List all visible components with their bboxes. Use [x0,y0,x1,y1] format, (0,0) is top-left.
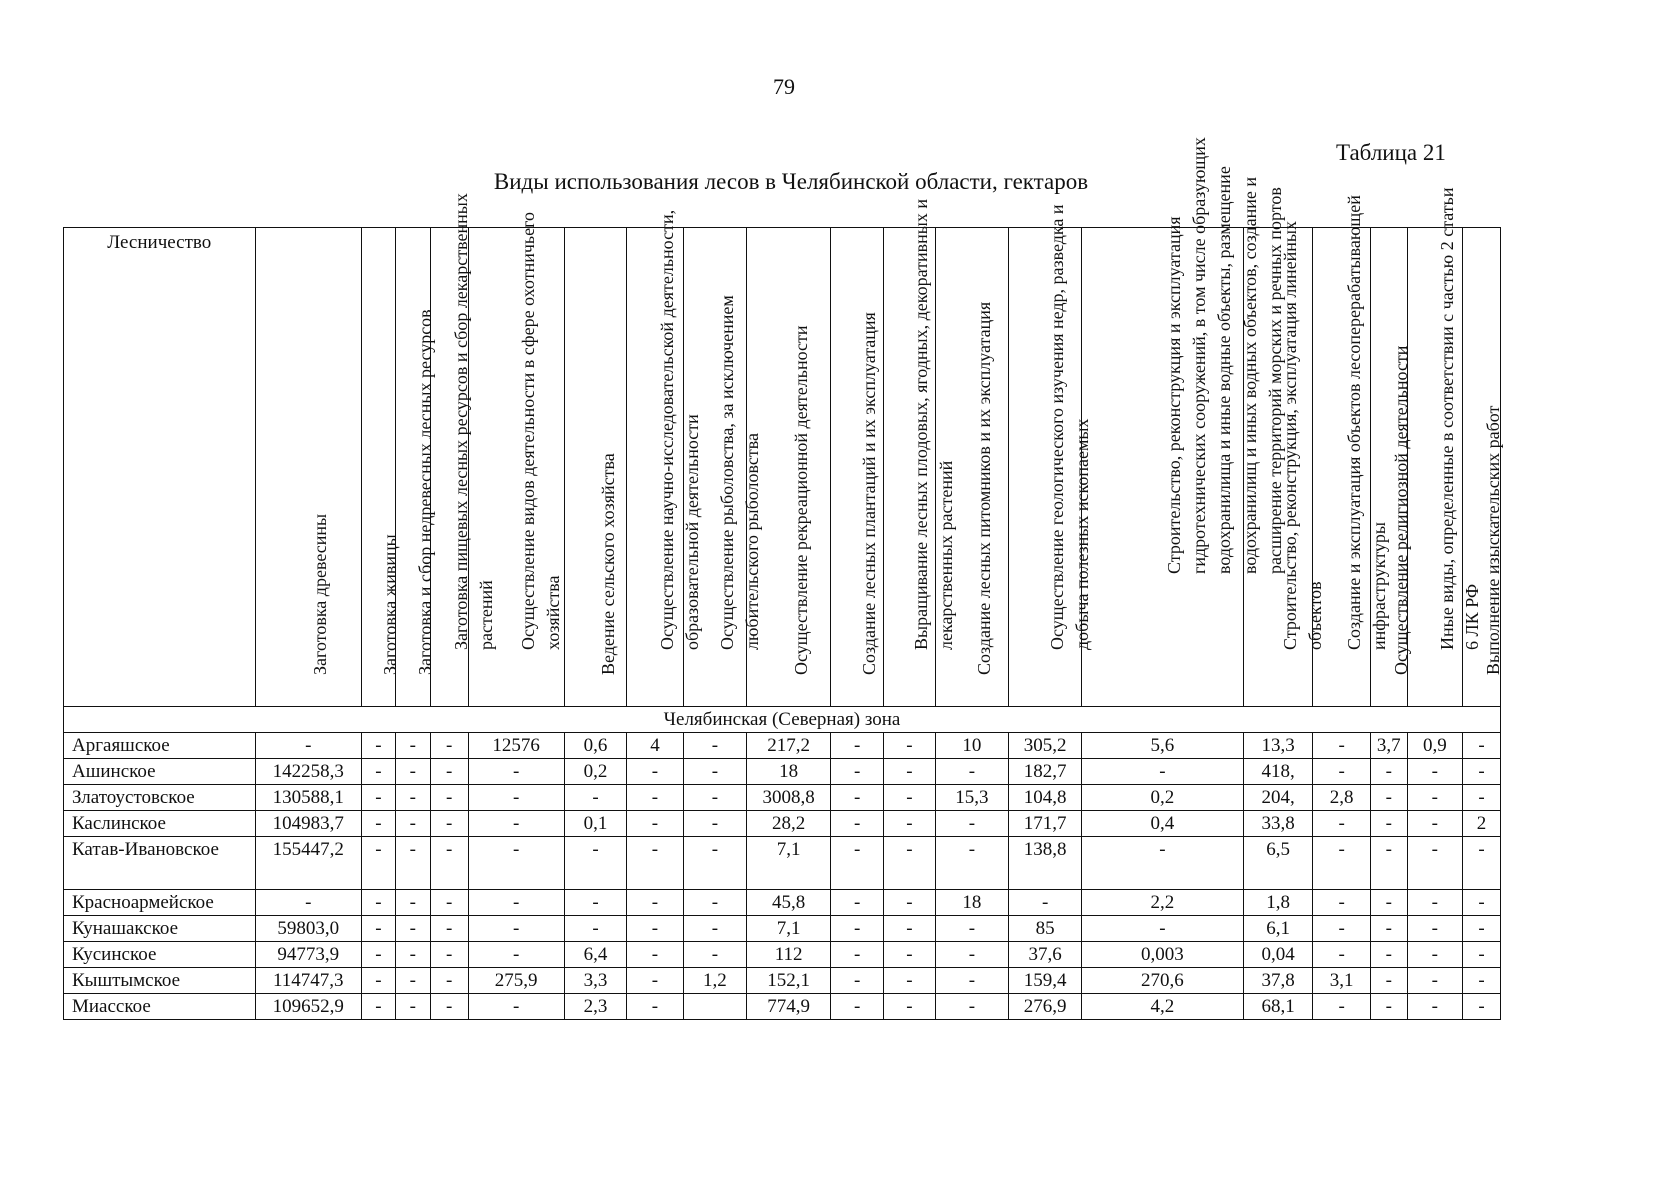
table-cell: - [1407,759,1462,785]
table-cell: - [627,916,683,942]
table-row [64,916,1501,942]
forestry-name-cell: Кунашакское [64,916,256,942]
column-header-text: Создание лесных плантаций и их эксплуатация [859,311,880,675]
table-cell: 15,3 [935,785,1009,811]
table-cell: - [395,942,430,968]
table-cell: - [564,916,626,942]
table-cell: 0,2 [1082,785,1244,811]
table-cell: - [831,733,884,759]
table-cell: - [362,837,396,890]
table-cell: - [564,785,626,811]
column-header [564,228,626,707]
table-cell: - [627,942,683,968]
table-cell: 0,003 [1082,942,1244,968]
forestry-name-cell: Каслинское [64,811,256,837]
table-cell: 112 [747,942,831,968]
table-cell: - [627,837,683,890]
table-cell: - [1313,942,1370,968]
table-cell: 171,7 [1009,811,1082,837]
table-cell: - [831,916,884,942]
table-cell: - [430,785,468,811]
table-cell: - [362,942,396,968]
table-cell: 3,1 [1313,968,1370,994]
column-header [255,228,362,707]
table-cell: 68,1 [1243,994,1313,1020]
table-cell: - [935,968,1009,994]
table-cell: 7,1 [747,916,831,942]
table-cell: 18 [747,759,831,785]
column-header-text: Создание лесных питомников и их эксплуатация [973,301,994,675]
table-cell: - [683,942,747,968]
column-header-forestry: Лесничество [64,228,256,707]
table-cell: - [831,968,884,994]
table-cell: - [627,759,683,785]
table-cell: - [627,994,683,1020]
table-cell: - [683,890,747,916]
column-header-text: Осуществление геологического изучения недр, разведка и добыча полезных ископаемых [1047,204,1093,650]
table-cell: - [1370,994,1407,1020]
table-cell: - [468,994,564,1020]
table-cell: - [395,811,430,837]
table-cell: 28,2 [747,811,831,837]
table-cell: 774,9 [747,994,831,1020]
table-cell: - [1462,942,1500,968]
table-cell: 18 [935,890,1009,916]
table-cell: - [1462,837,1500,890]
column-header-text: Заготовка живицы [380,534,401,675]
table-row [64,811,1501,837]
table-cell: - [395,759,430,785]
table-cell: 204, [1243,785,1313,811]
table-cell: 4 [627,733,683,759]
table-cell: 3008,8 [747,785,831,811]
table-cell: - [468,916,564,942]
table-cell: - [430,759,468,785]
column-header-text: Строительство, реконструкция и эксплуатация гидротехнических сооружений, в том числе образующих водохранилища и иные водные объекты, размещение водохранилищ и иных водных объектов, создание и расширение территорий морских и речных портов [1164,137,1286,575]
table-row [64,968,1501,994]
table-cell: - [468,942,564,968]
table-cell: 2,2 [1082,890,1244,916]
table-cell: - [362,890,396,916]
table-cell: 217,2 [747,733,831,759]
column-header [1370,228,1411,707]
table-cell: 10 [935,733,1009,759]
column-header [831,228,884,707]
column-header [430,192,497,707]
table-cell: 1,2 [683,968,747,994]
column-header-text: Создание и эксплуатация объектов лесоперерабатывающей инфраструктуры [1343,194,1389,650]
table-cell: - [1462,785,1500,811]
column-header [1313,194,1389,707]
column-header-text: Заготовка древесины [310,513,331,675]
table-cell: - [831,785,884,811]
table-row [64,890,1501,916]
table-cell: - [627,968,683,994]
table-cell: - [468,837,564,890]
table-cell: 4,2 [1082,994,1244,1020]
column-header-text: Строительство, реконструкция, эксплуатация линейных объектов [1280,220,1326,650]
table-cell: - [935,916,1009,942]
column-header [1009,204,1093,707]
table-cell: - [884,968,935,994]
table-row [64,733,1501,759]
table-cell: - [1407,916,1462,942]
table-cell: - [362,916,396,942]
table-cell: 0,6 [564,733,626,759]
forestry-name-cell: Аргаяшское [64,733,256,759]
column-header [362,228,401,707]
forestry-name-cell: Красноармейское [64,890,256,916]
table-cell: 33,8 [1243,811,1313,837]
table-cell: 37,8 [1243,968,1313,994]
column-header-text: Осуществление рыболовства, за исключением любительского рыболовства [716,294,763,650]
table-cell: 114747,3 [255,968,362,994]
table-cell: 85 [1009,916,1082,942]
table-cell: 12576 [468,733,564,759]
table-cell: 138,8 [1009,837,1082,890]
table-cell: - [430,916,468,942]
table-cell: - [1407,785,1462,811]
table-cell: - [1009,890,1082,916]
table-cell: - [362,785,396,811]
table-cell: - [935,942,1009,968]
table-cell: - [1370,811,1407,837]
zone-row [64,707,1501,733]
column-header-text: Осуществление рекреационной деятельности [790,325,811,675]
column-header [395,228,435,707]
column-header-text: Заготовка пищевых лесных ресурсов и сбор лекарственных растений [451,192,497,650]
table-row [64,785,1501,811]
table-cell: - [1370,890,1407,916]
table-cell: - [1370,916,1407,942]
column-header [1243,220,1326,707]
column-header [683,228,763,707]
table-cell: 418, [1243,759,1313,785]
table-cell: - [1313,994,1370,1020]
table-cell: 182,7 [1009,759,1082,785]
table-cell: 270,6 [1082,968,1244,994]
table-cell: 6,5 [1243,837,1313,890]
table-cell: - [1370,837,1407,890]
table-cell: 3,7 [1370,733,1407,759]
page-number: 79 [773,74,795,99]
table-cell: - [468,890,564,916]
table-cell: - [1313,733,1370,759]
table-cell: 0,04 [1243,942,1313,968]
column-header-text: Осуществление научно-исследовательской деятельности, образовательной деятельности [656,209,703,650]
table-cell: - [1082,916,1244,942]
table-cell: - [884,890,935,916]
column-header [935,228,1009,707]
forestry-name-cell: Кусинское [64,942,256,968]
table-cell: 0,4 [1082,811,1244,837]
table-cell: - [1370,759,1407,785]
table-cell: 13,3 [1243,733,1313,759]
table-cell: 142258,3 [255,759,362,785]
table-cell: - [683,811,747,837]
column-header [747,228,831,707]
table-cell: 109652,9 [255,994,362,1020]
table-cell: - [564,837,626,890]
column-header [627,209,703,707]
table-cell: - [1407,890,1462,916]
forestry-name-cell: Златоустовское [64,785,256,811]
table-cell: - [468,759,564,785]
table-cell: - [430,942,468,968]
table-cell: - [430,811,468,837]
column-header-text: Выращивание лесных плодовых, ягодных, декоративных и лекарственных растений [911,198,957,650]
column-header-text: Выполнение изыскательских работ [1483,405,1504,675]
column-header [1082,137,1286,707]
column-header-text: Ведение сельского хозяйства [597,453,618,675]
table-row [64,837,1501,890]
table-cell: - [1407,968,1462,994]
table-cell: - [362,733,396,759]
table-cell: 94773,9 [255,942,362,968]
table-cell: - [362,968,396,994]
table-cell: 5,6 [1082,733,1244,759]
table-cell: 7,1 [747,837,831,890]
table-cell: - [1370,968,1407,994]
table-cell: 155447,2 [255,837,362,890]
table-cell: - [430,733,468,759]
table-cell: - [831,759,884,785]
table-cell: - [430,968,468,994]
table-cell: - [831,837,884,890]
table-cell: - [362,994,396,1020]
table-cell: - [627,785,683,811]
table-cell: - [395,837,430,890]
column-header-text: Заготовка и сбор недревесных лесных ресурсов [414,309,435,675]
table-cell: - [395,968,430,994]
table-cell: - [362,811,396,837]
table-cell: 2,8 [1313,785,1370,811]
table-row [64,942,1501,968]
table-cell: - [1313,890,1370,916]
table-cell: - [884,994,935,1020]
table-cell [683,994,747,1020]
table-cell: - [1462,994,1500,1020]
table-cell: 3,3 [564,968,626,994]
table-cell: 2 [1462,811,1500,837]
table-cell: - [683,837,747,890]
table-cell: 305,2 [1009,733,1082,759]
column-header [1407,187,1482,707]
column-header-text: Осуществление религиозной деятельности [1390,345,1411,675]
table-cell: - [935,759,1009,785]
table-cell: - [1462,733,1500,759]
table-cell: 276,9 [1009,994,1082,1020]
table-cell: - [683,759,747,785]
table-cell: 2,3 [564,994,626,1020]
table-cell: 159,4 [1009,968,1082,994]
forestry-name-cell: Кыштымское [64,968,256,994]
table-cell: - [362,759,396,785]
header-row [64,228,1501,707]
table-label: Таблица 21 [1336,140,1446,165]
column-header-text: Осуществление видов деятельности в сфере охотничьего хозяйства [518,211,564,650]
forestry-name-cell: Катав-Ивановское [64,837,256,890]
table-cell: - [1370,942,1407,968]
column-header-text: Иные виды, определенные в соответствии с частью 2 статьи 6 ЛК РФ [1436,187,1482,650]
table-cell: - [564,890,626,916]
table-cell: - [1082,837,1244,890]
forestry-name-cell: Миасское [64,994,256,1020]
zone-label: Челябинская (Северная) зона [64,707,1501,733]
table-cell: 104,8 [1009,785,1082,811]
table-cell: - [1313,759,1370,785]
table-cell: - [430,994,468,1020]
table-cell: - [1462,916,1500,942]
table-cell: 6,4 [564,942,626,968]
table-cell: - [831,890,884,916]
table-cell: - [1407,811,1462,837]
table-cell: - [430,890,468,916]
table-cell: - [395,890,430,916]
table-cell: - [468,811,564,837]
table-cell: 45,8 [747,890,831,916]
table-cell: - [935,811,1009,837]
table-cell: 0,1 [564,811,626,837]
table-cell: - [935,994,1009,1020]
table-cell: 6,1 [1243,916,1313,942]
column-header [1462,228,1504,707]
table-cell: - [1462,759,1500,785]
table-cell: - [627,890,683,916]
table-cell: - [255,890,362,916]
table-cell: 275,9 [468,968,564,994]
table-cell: 1,8 [1243,890,1313,916]
table-cell: - [395,916,430,942]
table-cell: - [683,785,747,811]
table-cell: 37,6 [1009,942,1082,968]
table-cell: - [1313,811,1370,837]
table-cell: - [884,916,935,942]
table-cell: 152,1 [747,968,831,994]
table-cell: 59803,0 [255,916,362,942]
column-header [468,211,564,707]
table-cell: - [395,994,430,1020]
table-cell: - [1407,942,1462,968]
table-cell: - [255,733,362,759]
table-cell: - [468,785,564,811]
table-cell: - [884,837,935,890]
forestry-name-cell: Ашинское [64,759,256,785]
table-cell: - [884,785,935,811]
table-cell: - [395,733,430,759]
table-cell: - [1313,837,1370,890]
table-cell: 104983,7 [255,811,362,837]
document-title: Виды использования лесов в Челябинской области, гектаров [493,169,1089,194]
table-cell: - [831,811,884,837]
table-cell: - [1407,994,1462,1020]
table-cell: - [884,942,935,968]
table-cell: - [683,916,747,942]
table-cell: - [1370,785,1407,811]
table-cell: - [884,811,935,837]
column-header [884,198,957,707]
table-cell: - [935,837,1009,890]
table-cell: - [627,811,683,837]
table-cell: - [395,785,430,811]
table-cell: - [1407,837,1462,890]
table-cell: 0,9 [1407,733,1462,759]
table-row [64,759,1501,785]
table-cell: - [1462,968,1500,994]
table-cell: - [683,733,747,759]
table-cell: - [1462,890,1500,916]
table-cell: - [884,759,935,785]
table-cell: - [1313,916,1370,942]
table-cell: 130588,1 [255,785,362,811]
table-row [64,994,1501,1020]
table-cell: - [430,837,468,890]
table-cell: - [831,994,884,1020]
table-cell: 0,2 [564,759,626,785]
table-cell: - [831,942,884,968]
table-cell: - [1082,759,1244,785]
table-cell: - [884,733,935,759]
